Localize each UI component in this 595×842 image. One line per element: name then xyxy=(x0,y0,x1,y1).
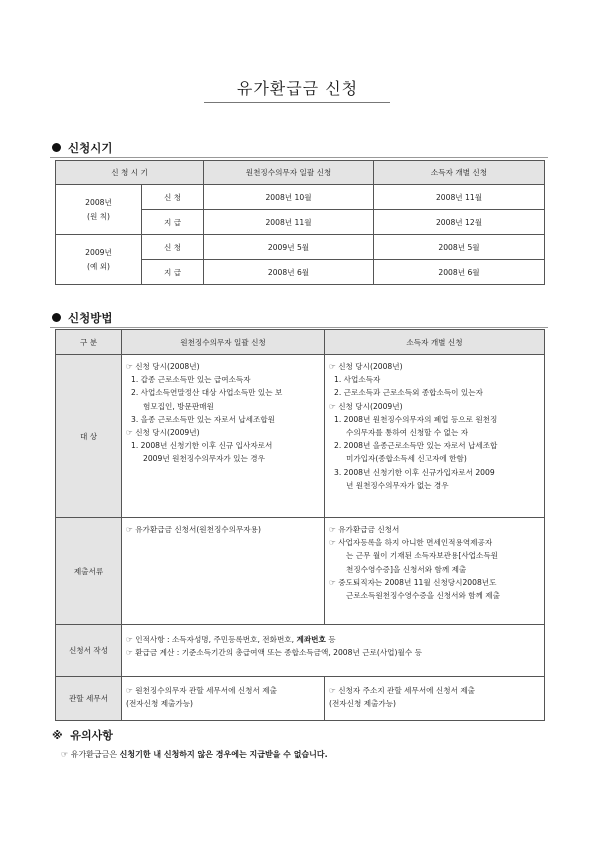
header-cell: 신 청 시 기 xyxy=(56,161,204,185)
office-employer-cell xyxy=(122,677,325,721)
text-line: 3. 을종 근로소득만 있는 자로서 납세조합원 xyxy=(131,414,276,424)
header-cell: 구 분 xyxy=(56,330,122,355)
section-rule xyxy=(50,327,548,328)
text-line: (전자신청 제출가능) xyxy=(329,699,397,709)
text-line: 수의무자를 통하여 신청할 수 없는 자 xyxy=(346,428,469,438)
text-line: 2. 2008년 을종근로소득만 있는 자로서 납세조합 xyxy=(334,441,498,451)
section-label: 신청방법 xyxy=(68,311,113,325)
notes-bold: 신청기한 내 신청하지 않은 경우에는 지급받을 수 없습니다. xyxy=(119,750,328,759)
table-cell: 2008년 11월 xyxy=(374,185,545,210)
documents-employer-cell xyxy=(122,518,325,625)
header-cell: 원천징수의무자 일괄 신청 xyxy=(204,161,374,185)
text-line: 는 근무 월이 기재된 소득자보관용[사업소득원 xyxy=(346,551,498,561)
text-line xyxy=(126,633,540,646)
year-label: 2009년 xyxy=(85,247,112,257)
text-line: 1. 2008년 원천징수의무자의 폐업 등으로 원천징 xyxy=(334,414,498,424)
text-line: ☞ 신청 당시(2008년) xyxy=(329,362,403,371)
text-line: 2009년 원천징수의무자가 있는 경우 xyxy=(143,454,265,464)
year-label: 2008년 xyxy=(85,197,112,207)
table-row xyxy=(56,185,545,210)
table-header-row xyxy=(56,161,545,185)
row-label: 신청서 작성 xyxy=(56,625,122,677)
reference-mark-icon: ※ xyxy=(52,729,63,742)
table-row xyxy=(56,355,545,518)
row-label: 지 급 xyxy=(142,210,204,235)
writing-cell xyxy=(122,625,545,677)
writing-line1-suffix: 등 xyxy=(328,635,336,644)
page-title: 유가환급금 신청 xyxy=(236,79,359,98)
text-line: ☞ 유가환급금 신청서(원천징수의무자용) xyxy=(126,525,261,534)
method-table xyxy=(55,329,545,721)
table-row xyxy=(56,235,545,260)
text-line: 미가입자(종합소득세 신고자에 한함) xyxy=(346,454,467,464)
section-heading-period xyxy=(52,140,112,156)
section-label: 신청시기 xyxy=(68,141,113,155)
row-label: 관할 세무서 xyxy=(56,677,122,721)
title-underline xyxy=(204,102,390,103)
notes-label: 유의사항 xyxy=(70,729,113,742)
notes-prefix: ☞ 유가환급금은 xyxy=(61,750,118,759)
year-cell xyxy=(56,185,142,235)
text-line: ☞ 사업자등록을 하지 아니한 면세인적용역제공자 xyxy=(329,538,493,548)
table-cell: 2008년 10월 xyxy=(204,185,374,210)
text-line: 년 원천징수의무자가 없는 경우 xyxy=(346,480,449,490)
section-heading-method xyxy=(52,310,112,326)
notes-heading xyxy=(52,727,113,743)
table-row xyxy=(56,625,545,677)
table-cell: 2008년 6월 xyxy=(374,260,545,285)
text-line: 2. 근로소득과 근로소득외 종합소득이 있는자 xyxy=(334,388,483,398)
target-individual-cell xyxy=(325,355,545,518)
writing-line1-prefix: ☞ 인적사항 : 소득자성명, 주민등록번호, 전화번호, xyxy=(126,635,295,644)
header-cell: 소득자 개별 신청 xyxy=(325,330,545,355)
text-line: ☞ 신청 당시(2008년) xyxy=(126,362,200,371)
text-line: ☞ 유가환급금 신청서 xyxy=(329,525,400,534)
text-line: ☞ 신청 당시(2009년) xyxy=(329,401,403,411)
table-row xyxy=(56,677,545,721)
text-line: 1. 갑종 근로소득만 있는 급여소득자 xyxy=(131,375,251,385)
text-line: ☞ 원천징수의무자 관할 세무서에 신청서 제출 xyxy=(126,686,277,695)
text-line: ☞ 중도퇴직자는 2008년 11월 신청당시2008년도 xyxy=(329,577,497,587)
row-label: 신 청 xyxy=(142,235,204,260)
year-cell xyxy=(56,235,142,285)
table-cell: 2008년 12월 xyxy=(374,210,545,235)
documents-individual-cell xyxy=(325,518,545,625)
section-rule xyxy=(50,157,548,158)
table-cell: 2008년 5월 xyxy=(374,235,545,260)
header-cell: 원천징수의무자 일괄 신청 xyxy=(122,330,325,355)
bullet-icon xyxy=(52,313,61,322)
text-line: 1. 사업소득자 xyxy=(334,375,381,385)
writing-line1-bold: 계좌번호 xyxy=(296,635,326,644)
header-cell: 소득자 개별 신청 xyxy=(374,161,545,185)
target-employer-cell xyxy=(122,355,325,518)
office-individual-cell xyxy=(325,677,545,721)
text-line: 1. 2008년 신청기한 이후 신규 입사자로서 xyxy=(131,441,273,451)
table-cell: 2008년 11월 xyxy=(204,210,374,235)
text-line: 2. 사업소득연말정산 대상 사업소득만 있는 보 xyxy=(131,388,283,398)
row-label: 지 급 xyxy=(142,260,204,285)
text-line: ☞ 환급금 계산 : 기준소득기간의 총급여액 또는 종합소득금액, 2008년 근로(사업)월수 등 xyxy=(126,648,422,658)
year-tag: (원 칙) xyxy=(86,211,110,221)
text-line: 험모집인, 방문판매원 xyxy=(143,401,214,411)
text-line: ☞ 신청자 주소지 관할 세무서에 신청서 제출 xyxy=(329,686,475,695)
table-cell: 2008년 6월 xyxy=(204,260,374,285)
row-label: 대 상 xyxy=(56,355,122,518)
period-table xyxy=(55,160,545,285)
table-row xyxy=(56,518,545,625)
text-line: 천징수영수증]을 신청서와 함께 제출 xyxy=(346,564,467,574)
year-tag: (예 외) xyxy=(86,261,110,271)
text-line: (전자신청 제출가능) xyxy=(126,699,194,709)
notes-text xyxy=(61,749,328,760)
row-label: 신 청 xyxy=(142,185,204,210)
bullet-icon xyxy=(52,143,61,152)
row-label: 제출서류 xyxy=(56,518,122,625)
table-header-row xyxy=(56,330,545,355)
text-line: 근로소득원천징수영수증을 신청서와 함께 제출 xyxy=(346,591,500,601)
text-line: ☞ 신청 당시(2009년) xyxy=(126,428,200,438)
text-line: 3. 2008년 신청기한 이후 신규가입자로서 2009 xyxy=(334,467,495,477)
table-cell: 2009년 5월 xyxy=(204,235,374,260)
